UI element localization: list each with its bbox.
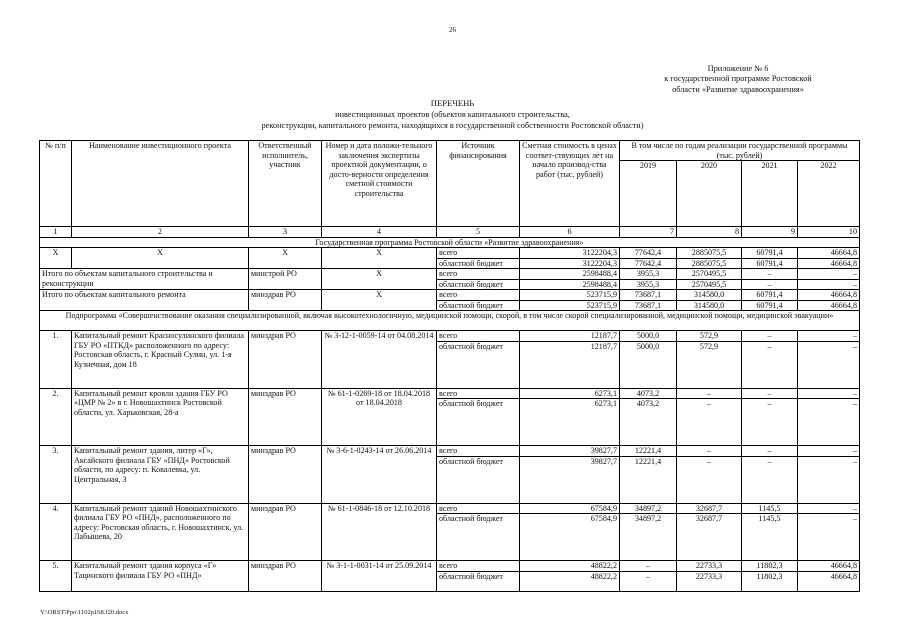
estimated-cost: 67584,9 — [520, 503, 620, 514]
amount-2019: 34897,2 — [620, 503, 677, 514]
amount-2020: 32687,7 — [677, 503, 742, 514]
amount-2022: 46664,8 — [798, 300, 860, 311]
amount-2019: 12221,4 — [620, 446, 677, 457]
x-mark: X — [322, 269, 437, 290]
amount-2019: 77642,4 — [620, 258, 677, 269]
amount-2019: 34897,2 — [620, 514, 677, 561]
amount-2020: 572,9 — [677, 331, 742, 342]
header-col-3: Ответственный исполнитель, участник — [249, 141, 322, 227]
estimated-cost: 67584,9 — [520, 514, 620, 561]
funding-source: всего — [437, 248, 520, 259]
amount-2022: – — [798, 446, 860, 457]
amount-2022: – — [798, 341, 860, 388]
amount-2021: 11802,3 — [742, 561, 798, 572]
subprogram-title: Подпрограмма «Совершенствование оказания специализированной, включая высокотехнологичную, медицинской помощи, скорой, в том числе скорой специализированной, медицинской помощи, медицинской эвакуации» — [40, 311, 860, 331]
table-body — [40, 237, 860, 591]
funding-source: всего — [437, 331, 520, 342]
total-repair-executor: минздрав РО — [249, 290, 322, 311]
col-number: 3 — [249, 227, 322, 238]
project-executor: минздрав РО — [249, 561, 322, 592]
col-number: 1 — [40, 227, 72, 238]
project-name: Капитальный ремонт здания корпуса «Г» Тацинского филиала ГБУ РО «ПНД» — [72, 561, 249, 592]
amount-2019: 5000,0 — [620, 341, 677, 388]
amount-2020: 2570495,5 — [677, 279, 742, 290]
amount-2021: 60791,4 — [742, 258, 798, 269]
project-number: 4. — [40, 503, 72, 561]
total-repair-label: Итого по объектам капитального ремонта — [40, 290, 249, 311]
header-year-2021: 2021 — [742, 161, 798, 227]
estimated-cost: 3122204,3 — [520, 258, 620, 269]
amount-2021: 60791,4 — [742, 248, 798, 259]
appendix-line-3: области «Развитие здравоохранения» — [672, 84, 804, 94]
amount-2020: – — [677, 399, 742, 446]
header-year-2019: 2019 — [620, 161, 677, 227]
funding-source: областной бюджет — [437, 456, 520, 503]
header-year-2020: 2020 — [677, 161, 742, 227]
estimated-cost: 523715,9 — [520, 290, 620, 301]
amount-2022: 46664,8 — [798, 290, 860, 301]
amount-2021: 60791,4 — [742, 290, 798, 301]
amount-2022: – — [798, 514, 860, 561]
amount-2022: – — [798, 503, 860, 514]
amount-2021: – — [742, 456, 798, 503]
project-row — [40, 561, 860, 572]
amount-2019: 77642,4 — [620, 248, 677, 259]
amount-2020: 32687,7 — [677, 514, 742, 561]
amount-2021: – — [742, 399, 798, 446]
header-col-2: Наименование инвестиционного проекта — [72, 141, 249, 227]
col-number: 8 — [677, 227, 742, 238]
project-executor: минздрав РО — [249, 503, 322, 561]
project-row — [40, 331, 860, 342]
funding-source: всего — [437, 503, 520, 514]
funding-source: областной бюджет — [437, 258, 520, 269]
amount-2020: 22733,3 — [677, 571, 742, 591]
project-number: 3. — [40, 446, 72, 504]
header-years-group: В том числе по годам реализации государственной программы (тыс. рублей) — [620, 141, 860, 161]
estimated-cost: 2598488,4 — [520, 269, 620, 280]
funding-source: всего — [437, 446, 520, 457]
col-number: 4 — [322, 227, 437, 238]
amount-2020: – — [677, 388, 742, 399]
project-number: 5. — [40, 561, 72, 592]
col-number: 6 — [520, 227, 620, 238]
x-mark: X — [72, 248, 249, 269]
total-construction-executor: минстрой РО — [249, 269, 322, 290]
project-name: Капитальный ремонт Красносулинского филиала ГБУ РО «ПТКД» расположенного по адресу: Ростовская область, г. Красный Сулин, ул. 1-я Кузнечная, дом 18 — [72, 331, 249, 389]
project-row — [40, 446, 860, 457]
col-number: 9 — [742, 227, 798, 238]
estimated-cost: 48822,2 — [520, 561, 620, 572]
amount-2019: 3955,3 — [620, 269, 677, 280]
amount-2022: 46664,8 — [798, 258, 860, 269]
project-executor: минздрав РО — [249, 388, 322, 446]
amount-2020: – — [677, 456, 742, 503]
project-number: 2. — [40, 388, 72, 446]
project-row — [40, 503, 860, 514]
x-mark: X — [322, 290, 437, 311]
amount-2020: 22733,3 — [677, 561, 742, 572]
estimated-cost: 2598488,4 — [520, 279, 620, 290]
amount-2022: 46664,8 — [798, 248, 860, 259]
estimated-cost: 39827,7 — [520, 446, 620, 457]
amount-2021: 11802,3 — [742, 571, 798, 591]
project-row — [40, 388, 860, 399]
funding-source: областной бюджет — [437, 399, 520, 446]
investment-projects-table — [39, 140, 860, 592]
subprogram-title-row — [40, 311, 860, 331]
project-executor: минздрав РО — [249, 446, 322, 504]
project-expertise-conclusion: № 3-1-1-0031-14 от 25.09.2014 — [322, 561, 437, 592]
funding-source: областной бюджет — [437, 300, 520, 311]
amount-2020: 2885075,5 — [677, 248, 742, 259]
funding-source: областной бюджет — [437, 571, 520, 591]
estimated-cost: 12187,7 — [520, 341, 620, 388]
amount-2021: 60791,4 — [742, 300, 798, 311]
funding-source: областной бюджет — [437, 341, 520, 388]
amount-2021: – — [742, 279, 798, 290]
program-title: Государственная программа Ростовской области «Развитие здравоохранения» — [40, 237, 860, 248]
appendix-line-1: Приложение № 6 — [707, 64, 769, 73]
amount-2019: – — [620, 571, 677, 591]
project-expertise-conclusion: № 3-12-1-0059-14 от 04.08.2014 — [322, 331, 437, 389]
header-col-4: Номер и дата положи-тельного заключения экспертизы проектной документации, о досто-верности определения сметной стоимости строительства — [322, 141, 437, 227]
footer-file-path: Y:\ORST\Ppo\1102p168.f20.docx — [40, 609, 129, 616]
amount-2020: 2570495,5 — [677, 269, 742, 280]
amount-2021: – — [742, 388, 798, 399]
amount-2019: 4073,2 — [620, 399, 677, 446]
amount-2020: 572,9 — [677, 341, 742, 388]
header-col-1: № п/п — [40, 141, 72, 227]
project-expertise-conclusion: № 61-1-0846-18 от 12.10.2018 — [322, 503, 437, 561]
total-construction-label: Итого по объектам капитального строительства и реконструкции — [40, 269, 249, 290]
program-total-row — [40, 248, 860, 259]
amount-2022: 46664,8 — [798, 571, 860, 591]
estimated-cost: 48822,2 — [520, 571, 620, 591]
funding-source: всего — [437, 290, 520, 301]
estimated-cost: 6273,1 — [520, 388, 620, 399]
col-number: 5 — [437, 227, 520, 238]
estimated-cost: 523715,9 — [520, 300, 620, 311]
amount-2022: 46664,8 — [798, 561, 860, 572]
appendix-note — [618, 64, 858, 95]
funding-source: областной бюджет — [437, 279, 520, 290]
funding-source: всего — [437, 269, 520, 280]
amount-2019: 4073,2 — [620, 388, 677, 399]
total-construction-row — [40, 269, 860, 280]
amount-2019: 3955,3 — [620, 279, 677, 290]
project-expertise-conclusion: № 3-6-1-0243-14 от 26.06.2014 — [322, 446, 437, 504]
project-number: 1. — [40, 331, 72, 389]
table-header — [40, 141, 860, 238]
x-mark: X — [40, 248, 72, 269]
amount-2019: 12221,4 — [620, 456, 677, 503]
funding-source: всего — [437, 388, 520, 399]
amount-2019: 73687,1 — [620, 300, 677, 311]
amount-2021: – — [742, 331, 798, 342]
amount-2022: – — [798, 279, 860, 290]
amount-2022: – — [798, 331, 860, 342]
amount-2020: 314580,0 — [677, 290, 742, 301]
amount-2021: – — [742, 269, 798, 280]
document-title: ПЕРЕЧЕНЬ — [430, 98, 475, 108]
funding-source: всего — [437, 561, 520, 572]
amount-2022: – — [798, 399, 860, 446]
document-subtitle-line-1: инвестиционных проектов (объектов капитального строительства, — [335, 110, 570, 119]
funding-source: областной бюджет — [437, 514, 520, 561]
amount-2020: 2885075,5 — [677, 258, 742, 269]
estimated-cost: 39827,7 — [520, 456, 620, 503]
amount-2021: 1145,5 — [742, 503, 798, 514]
document-subtitle-line-2: реконструкции, капитального ремонта, находящихся в государственной собственности Ростовской области) — [261, 121, 644, 130]
estimated-cost: 12187,7 — [520, 331, 620, 342]
x-mark: X — [322, 248, 437, 269]
appendix-line-2: к государственной программе Ростовской — [664, 74, 812, 84]
amount-2022: – — [798, 388, 860, 399]
amount-2019: 5000,0 — [620, 331, 677, 342]
col-number: 10 — [798, 227, 860, 238]
project-name: Капитальный ремонт кровли здания ГБУ РО «ЦМР № 2» в г. Новошахтинск Ростовской области, ул. Харьковская, 28-а — [72, 388, 249, 446]
header-year-2022: 2022 — [798, 161, 860, 227]
amount-2020: 314580,0 — [677, 300, 742, 311]
header-col-6: Сметная стоимость в ценах соответ-ствующих лет на начало производ-ства работ (тыс. рублей) — [520, 141, 620, 227]
amount-2019: – — [620, 561, 677, 572]
estimated-cost: 3122204,3 — [520, 248, 620, 259]
x-mark: X — [249, 248, 322, 269]
col-number: 2 — [72, 227, 249, 238]
page-number: 26 — [449, 26, 456, 34]
col-number: 7 — [620, 227, 677, 238]
amount-2022: – — [798, 269, 860, 280]
amount-2021: – — [742, 446, 798, 457]
amount-2019: 73687,1 — [620, 290, 677, 301]
project-executor: минздрав РО — [249, 331, 322, 389]
program-title-row — [40, 237, 860, 248]
project-name: Капитальный ремонт здания, литер «Г», Аксайского филиала ГБУ «ПНД» Ростовской области, по адресу: п. Ковалевка, ул. Центральная, 3 — [72, 446, 249, 504]
amount-2021: 1145,5 — [742, 514, 798, 561]
amount-2022: – — [798, 456, 860, 503]
project-expertise-conclusion: № 61-1-0269-18 от 18.04.2018 от 18.04.2018 — [322, 388, 437, 446]
total-repair-row — [40, 290, 860, 301]
header-col-5: Источник финансирования — [437, 141, 520, 227]
project-name: Капитальный ремонт зданий Новошахтинского филиала ГБУ РО «ПНД», расположенного по адресу: Ростовская область, г. Новошахтинск, ул. Лабышева, 20 — [72, 503, 249, 561]
amount-2021: – — [742, 341, 798, 388]
amount-2020: – — [677, 446, 742, 457]
estimated-cost: 6273,1 — [520, 399, 620, 446]
